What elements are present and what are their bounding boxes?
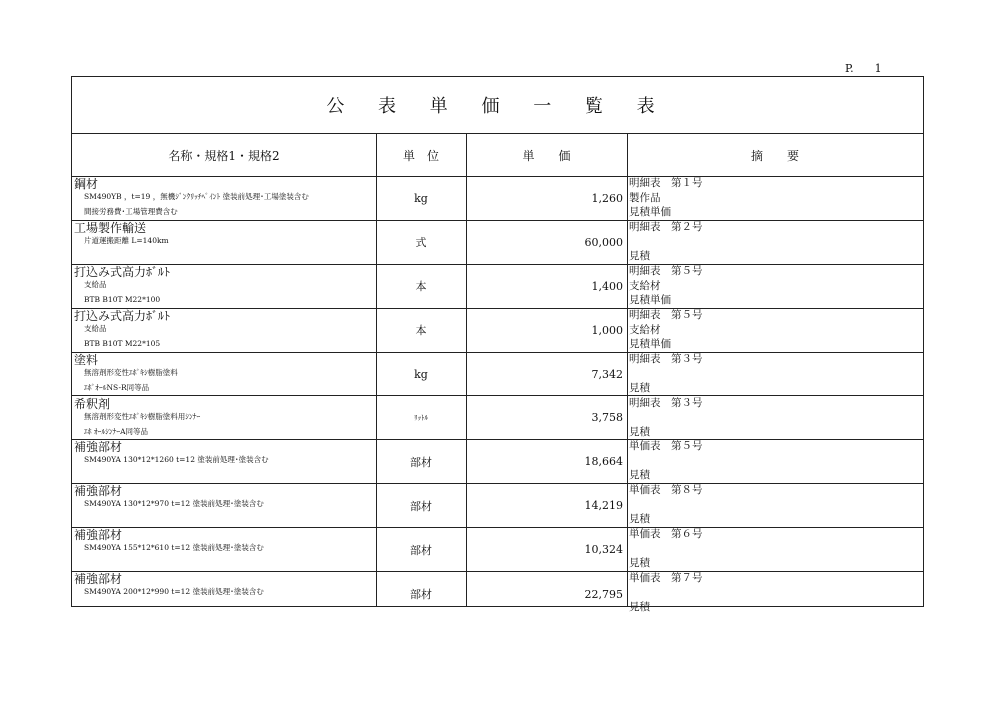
item-price: 22,795	[584, 587, 623, 601]
item-memo-basis: 見積	[629, 249, 650, 262]
item-memo-basis: 見積	[629, 513, 650, 526]
item-memo-cell	[627, 177, 923, 220]
item-memo-ref: 明細表 第５号	[629, 308, 703, 321]
item-name: 打込み式高力ﾎﾞﾙﾄ	[74, 308, 171, 323]
header-memo: 摘 要	[627, 134, 923, 177]
item-name: 工場製作輸送	[74, 220, 147, 235]
column-divider	[376, 134, 377, 606]
table-row	[72, 265, 923, 309]
table-row	[72, 484, 923, 528]
item-spec-1: SM490YA 130*12*970 t=12 塗装前処理･塗装含む	[84, 499, 264, 509]
item-memo-cell	[627, 397, 923, 440]
item-unit: 部材	[410, 588, 432, 602]
item-memo-basis: 見積	[629, 425, 650, 438]
item-spec-1: SM490YA 155*12*610 t=12 塗装前処理･塗装含む	[84, 543, 264, 553]
item-spec-1: 支給品	[84, 323, 107, 333]
item-name: 補強部材	[74, 484, 123, 499]
document-title: 公 表 単 価 一 覧 表	[72, 77, 923, 134]
item-name-cell	[72, 484, 376, 527]
item-name: 塗料	[74, 352, 99, 367]
item-memo-basis: 見積	[629, 381, 650, 394]
item-unit: ﾘｯﾄﾙ	[414, 413, 428, 422]
item-spec-1: SM490YA 130*12*1260 t=12 塗装前処理･塗装含む	[84, 455, 269, 465]
item-memo-ref: 単価表 第７号	[629, 572, 703, 585]
item-name: 補強部材	[74, 572, 123, 587]
table-row	[72, 221, 923, 265]
item-unit: kg	[414, 367, 428, 381]
table-row	[72, 177, 923, 221]
item-memo-note: 製作品	[629, 192, 661, 204]
item-memo-ref: 明細表 第３号	[629, 396, 703, 409]
item-unit: 部材	[410, 543, 432, 557]
item-price: 7,342	[591, 367, 623, 381]
item-price: 14,219	[584, 499, 623, 513]
price-list-table	[71, 76, 924, 614]
item-memo-cell	[627, 353, 923, 396]
item-price: 3,758	[591, 411, 623, 425]
item-unit: kg	[414, 191, 428, 205]
item-memo-basis: 見積単価	[629, 206, 671, 218]
item-name: 打込み式高力ﾎﾞﾙﾄ	[74, 264, 171, 279]
item-memo-ref: 明細表 第５号	[629, 264, 703, 277]
item-unit: 部材	[410, 499, 432, 513]
item-memo-basis: 見積単価	[629, 293, 671, 306]
item-memo-basis: 見積	[629, 469, 650, 482]
item-price: 1,000	[591, 323, 623, 337]
item-memo-ref: 明細表 第２号	[629, 220, 703, 233]
item-spec-2: BTB B10T M22*100	[84, 294, 161, 304]
item-unit: 部材	[410, 455, 432, 469]
item-name-cell	[72, 572, 376, 616]
header-unit: 単 位	[376, 134, 466, 177]
page-number-value: 1	[874, 62, 882, 75]
item-price: 60,000	[584, 235, 623, 249]
page-number	[845, 62, 882, 75]
item-memo-basis: 見積単価	[629, 337, 671, 350]
item-memo-cell	[627, 440, 923, 483]
item-memo-ref: 単価表 第６号	[629, 528, 703, 541]
item-name-cell	[72, 177, 376, 220]
item-memo-ref: 明細表 第３号	[629, 352, 703, 365]
item-name: 補強部材	[74, 440, 123, 455]
item-memo-note: 支給材	[629, 323, 661, 336]
item-memo-ref: 明細表 第１号	[629, 177, 703, 189]
item-memo-ref: 単価表 第８号	[629, 484, 703, 497]
item-memo-cell	[627, 528, 923, 571]
item-spec-2: BTB B10T M22*105	[84, 338, 161, 348]
item-name-cell	[72, 440, 376, 483]
item-price: 10,324	[584, 543, 623, 557]
table-row	[72, 397, 923, 441]
item-memo-ref: 単価表 第５号	[629, 440, 703, 453]
item-name-cell	[72, 353, 376, 396]
item-memo-cell	[627, 221, 923, 264]
item-name-cell	[72, 265, 376, 308]
table-row	[72, 440, 923, 484]
item-spec-1: 無溶剤形変性ｴﾎﾟｷｼ樹脂塗料用ｼﾝﾅｰ	[84, 411, 201, 421]
item-price: 18,664	[584, 455, 623, 469]
item-unit: 本	[415, 280, 427, 294]
table-body	[72, 177, 923, 614]
header-name: 名称・規格1・規格2	[72, 134, 376, 177]
item-spec-2: ｴﾎ ｵｰﾙｼﾝﾅｰA同等品	[84, 426, 149, 436]
item-spec-1: 片道運搬距離 L=140km	[84, 235, 169, 245]
table-row	[72, 353, 923, 397]
table-row	[72, 572, 923, 616]
column-divider	[466, 134, 467, 606]
item-price: 1,260	[591, 191, 623, 205]
item-price: 1,400	[591, 279, 623, 293]
item-spec-1: 支給品	[84, 279, 107, 289]
header-price: 単 価	[466, 134, 627, 177]
item-spec-2: 間接労務費･工場管理費含む	[84, 207, 178, 216]
table-row	[72, 309, 923, 353]
item-name-cell	[72, 528, 376, 571]
table-row	[72, 528, 923, 572]
item-spec-2: ｴﾎﾟｵｰﾙNS-R同等品	[84, 382, 150, 392]
item-name-cell	[72, 309, 376, 352]
item-spec-1: 無溶剤形変性ｴﾎﾟｷｼ樹脂塗料	[84, 367, 178, 377]
item-name: 希釈剤	[74, 396, 111, 411]
item-memo-cell	[627, 265, 923, 308]
item-name-cell	[72, 221, 376, 264]
item-unit: 式	[415, 236, 427, 250]
item-name: 補強部材	[74, 528, 123, 543]
item-memo-cell	[627, 309, 923, 352]
item-memo-basis: 見積	[629, 557, 650, 570]
item-memo-note: 支給材	[629, 279, 661, 292]
item-name-cell	[72, 397, 376, 440]
item-spec-1: SM490YB ，t=19 ，無機ｼﾞﾝｸﾘｯﾁﾍﾟｲﾝﾄ 塗装前処理･工場塗装含む	[84, 192, 309, 201]
item-spec-1: SM490YA 200*12*990 t=12 塗装前処理･塗装含む	[84, 587, 264, 597]
item-name: 鋼材	[74, 177, 99, 191]
item-memo-basis: 見積	[629, 601, 650, 614]
page-label: P.	[845, 62, 854, 75]
column-divider	[627, 134, 628, 606]
item-memo-cell	[627, 484, 923, 527]
item-memo-cell	[627, 572, 923, 616]
item-unit: 本	[415, 324, 427, 338]
